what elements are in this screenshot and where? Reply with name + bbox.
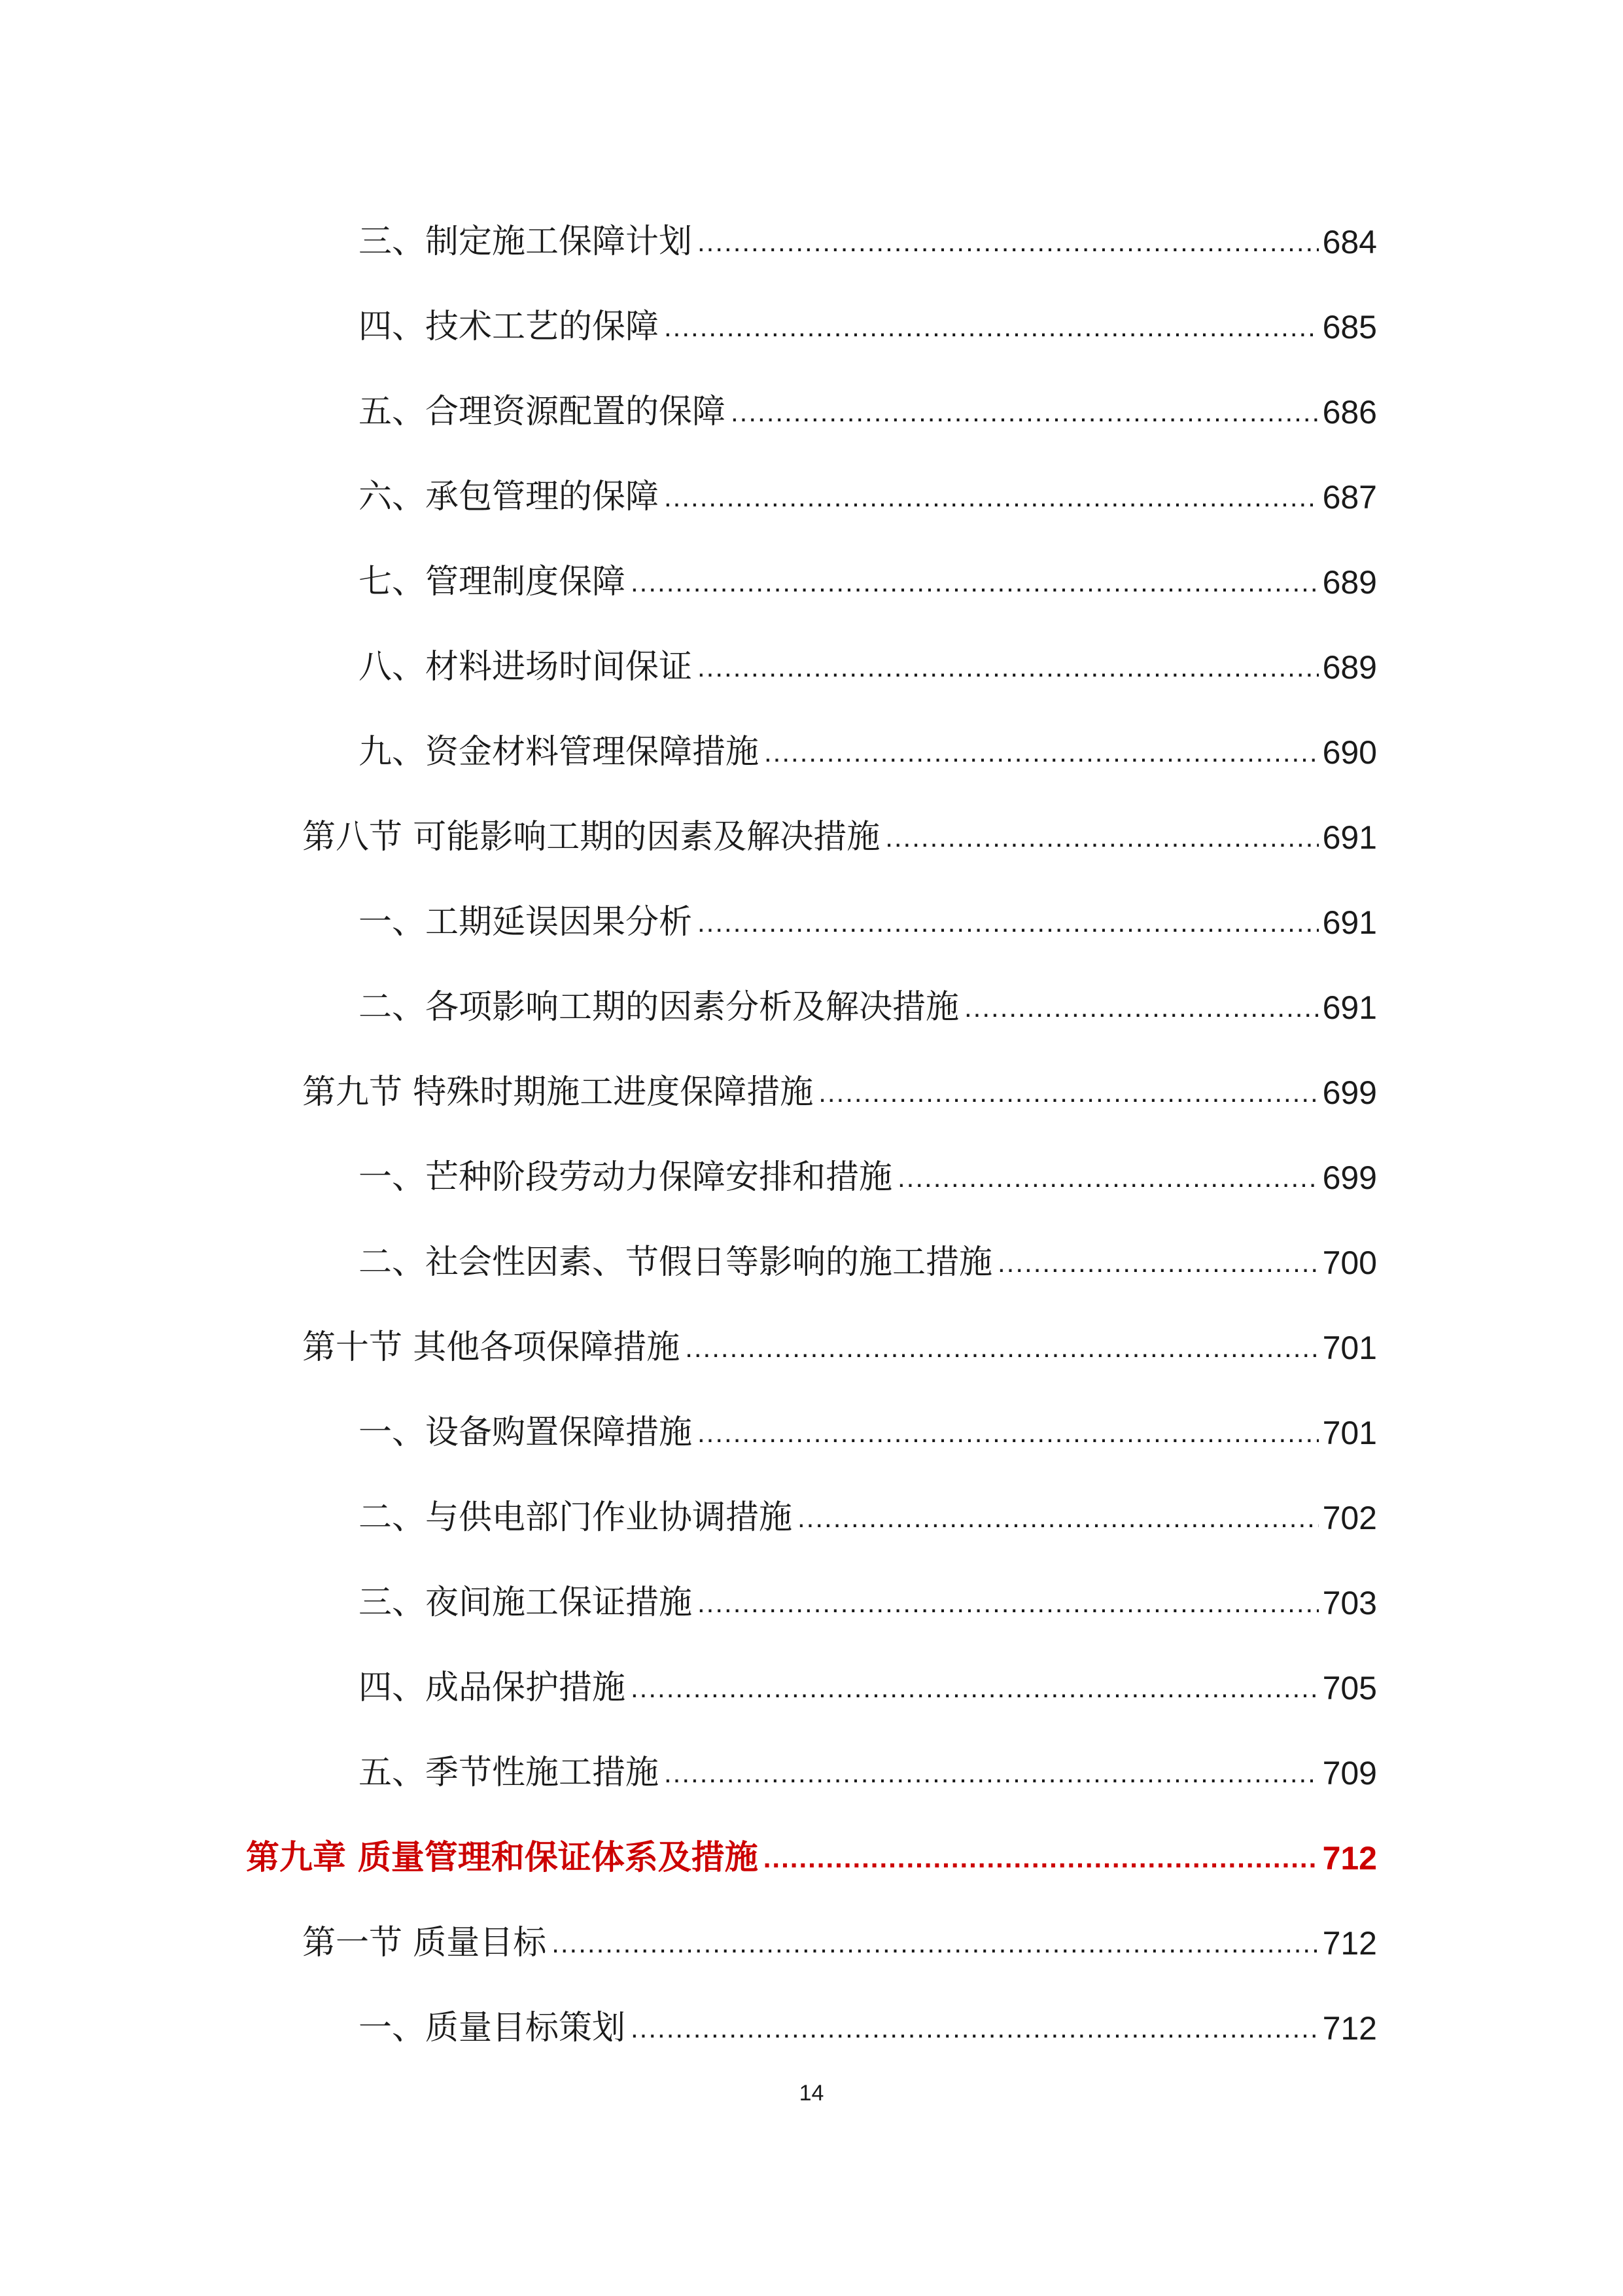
toc-entry-title: 第十节 其他各项保障措施 <box>302 1328 680 1367</box>
toc-entry-title: 一、工期延误因果分析 <box>358 903 693 942</box>
toc-entry[interactable] <box>358 1407 1377 1459</box>
toc-entry-page: 685 <box>1322 309 1377 345</box>
toc-entry[interactable] <box>358 1237 1377 1289</box>
toc-entry-page: 686 <box>1322 394 1377 431</box>
toc-entry-title: 三、夜间施工保证措施 <box>358 1583 693 1622</box>
toc-entry-page: 700 <box>1322 1245 1377 1281</box>
toc-entry-page: 712 <box>1322 1840 1377 1877</box>
toc-entry-title: 第九节 特殊时期施工进度保障措施 <box>302 1073 814 1112</box>
toc-section-entry[interactable] <box>302 1067 1377 1119</box>
dot-leader <box>664 471 1319 523</box>
toc-entry-title: 二、社会性因素、节假日等影响的施工措施 <box>358 1243 993 1282</box>
dot-leader <box>764 726 1319 779</box>
toc-entry-page: 709 <box>1322 1755 1377 1792</box>
dot-leader <box>551 1917 1318 1969</box>
toc-entry-title: 第八节 可能影响工期的因素及解决措施 <box>302 818 881 857</box>
toc-entry-title: 八、材料进场时间保证 <box>358 648 693 686</box>
dot-leader <box>664 301 1319 353</box>
toc-entry-page: 699 <box>1322 1159 1377 1196</box>
toc-entry[interactable] <box>358 1577 1377 1629</box>
toc-entry-title: 二、与供电部门作业协调措施 <box>358 1498 793 1537</box>
toc-entry[interactable] <box>358 1492 1377 1544</box>
toc-entry[interactable] <box>358 896 1377 949</box>
toc-entry-title: 一、芒种阶段劳动力保障安排和措施 <box>358 1158 893 1197</box>
toc-entry-title: 第九章 质量管理和保证体系及措施 <box>246 1839 758 1877</box>
dot-leader <box>797 1492 1319 1544</box>
dot-leader <box>697 641 1319 694</box>
toc-entry[interactable] <box>358 641 1377 694</box>
toc-entry-title: 九、资金材料管理保障措施 <box>358 733 759 771</box>
toc-entry[interactable] <box>358 726 1377 779</box>
toc-entry-page: 701 <box>1322 1330 1377 1366</box>
toc-entry[interactable] <box>358 556 1377 609</box>
toc-entry-title: 一、设备购置保障措施 <box>358 1413 693 1452</box>
toc-entry-page: 684 <box>1322 224 1377 260</box>
toc-entry-title: 一、质量目标策划 <box>358 2009 626 2047</box>
toc-entry-title: 三、制定施工保障计划 <box>358 222 693 261</box>
toc-chapter-entry[interactable] <box>246 1832 1377 1884</box>
dot-leader <box>964 981 1319 1034</box>
toc-entry-page: 702 <box>1322 1500 1377 1536</box>
toc-entry-page: 703 <box>1322 1585 1377 1621</box>
dot-leader <box>697 216 1319 268</box>
toc-entry[interactable] <box>358 2002 1377 2055</box>
toc-entry-title: 五、季节性施工措施 <box>358 1754 659 1792</box>
dot-leader <box>885 811 1318 864</box>
dot-leader <box>818 1067 1318 1119</box>
toc-entry-page: 712 <box>1322 1925 1377 1962</box>
dot-leader <box>898 1152 1319 1204</box>
toc-entry-page: 691 <box>1322 989 1377 1026</box>
toc-entry[interactable] <box>358 301 1377 353</box>
dot-leader <box>697 896 1319 949</box>
page-number: 14 <box>799 2081 824 2106</box>
toc-entry-page: 705 <box>1322 1670 1377 1706</box>
dot-leader <box>631 2002 1319 2055</box>
toc-entry-page: 699 <box>1322 1074 1377 1111</box>
dot-leader <box>763 1832 1319 1884</box>
toc-entry-title: 第一节 质量目标 <box>302 1924 547 1962</box>
toc-entry-page: 701 <box>1322 1415 1377 1451</box>
toc-entry-page: 689 <box>1322 649 1377 686</box>
toc-entry[interactable] <box>358 216 1377 268</box>
dot-leader <box>697 1407 1319 1459</box>
toc-section-entry[interactable] <box>302 811 1377 864</box>
dot-leader <box>731 386 1319 438</box>
toc-entry[interactable] <box>358 1747 1377 1799</box>
toc-entry[interactable] <box>358 471 1377 523</box>
toc-entry[interactable] <box>358 981 1377 1034</box>
toc-entry-page: 689 <box>1322 564 1377 601</box>
toc-entry-title: 七、管理制度保障 <box>358 563 626 601</box>
toc-entry-page: 687 <box>1322 479 1377 516</box>
toc-entry[interactable] <box>358 1152 1377 1204</box>
toc-section-entry[interactable] <box>302 1322 1377 1374</box>
dot-leader <box>631 556 1319 609</box>
toc-entry-title: 四、成品保护措施 <box>358 1669 626 1707</box>
toc-entry-page: 712 <box>1322 2010 1377 2047</box>
toc-entry-page: 691 <box>1322 904 1377 941</box>
toc-entry[interactable] <box>358 386 1377 438</box>
toc-entry-page: 690 <box>1322 734 1377 771</box>
toc-entry-title: 五、合理资源配置的保障 <box>358 393 726 431</box>
toc-entry-title: 六、承包管理的保障 <box>358 478 659 516</box>
dot-leader <box>685 1322 1318 1374</box>
dot-leader <box>631 1662 1319 1714</box>
toc-entry-page: 691 <box>1322 819 1377 856</box>
toc-section-entry[interactable] <box>302 1917 1377 1969</box>
toc-entry-title: 四、技术工艺的保障 <box>358 308 659 346</box>
dot-leader <box>697 1577 1319 1629</box>
dot-leader <box>998 1237 1319 1289</box>
toc-entry[interactable] <box>358 1662 1377 1714</box>
toc-entry-title: 二、各项影响工期的因素分析及解决措施 <box>358 988 960 1027</box>
dot-leader <box>664 1747 1319 1799</box>
